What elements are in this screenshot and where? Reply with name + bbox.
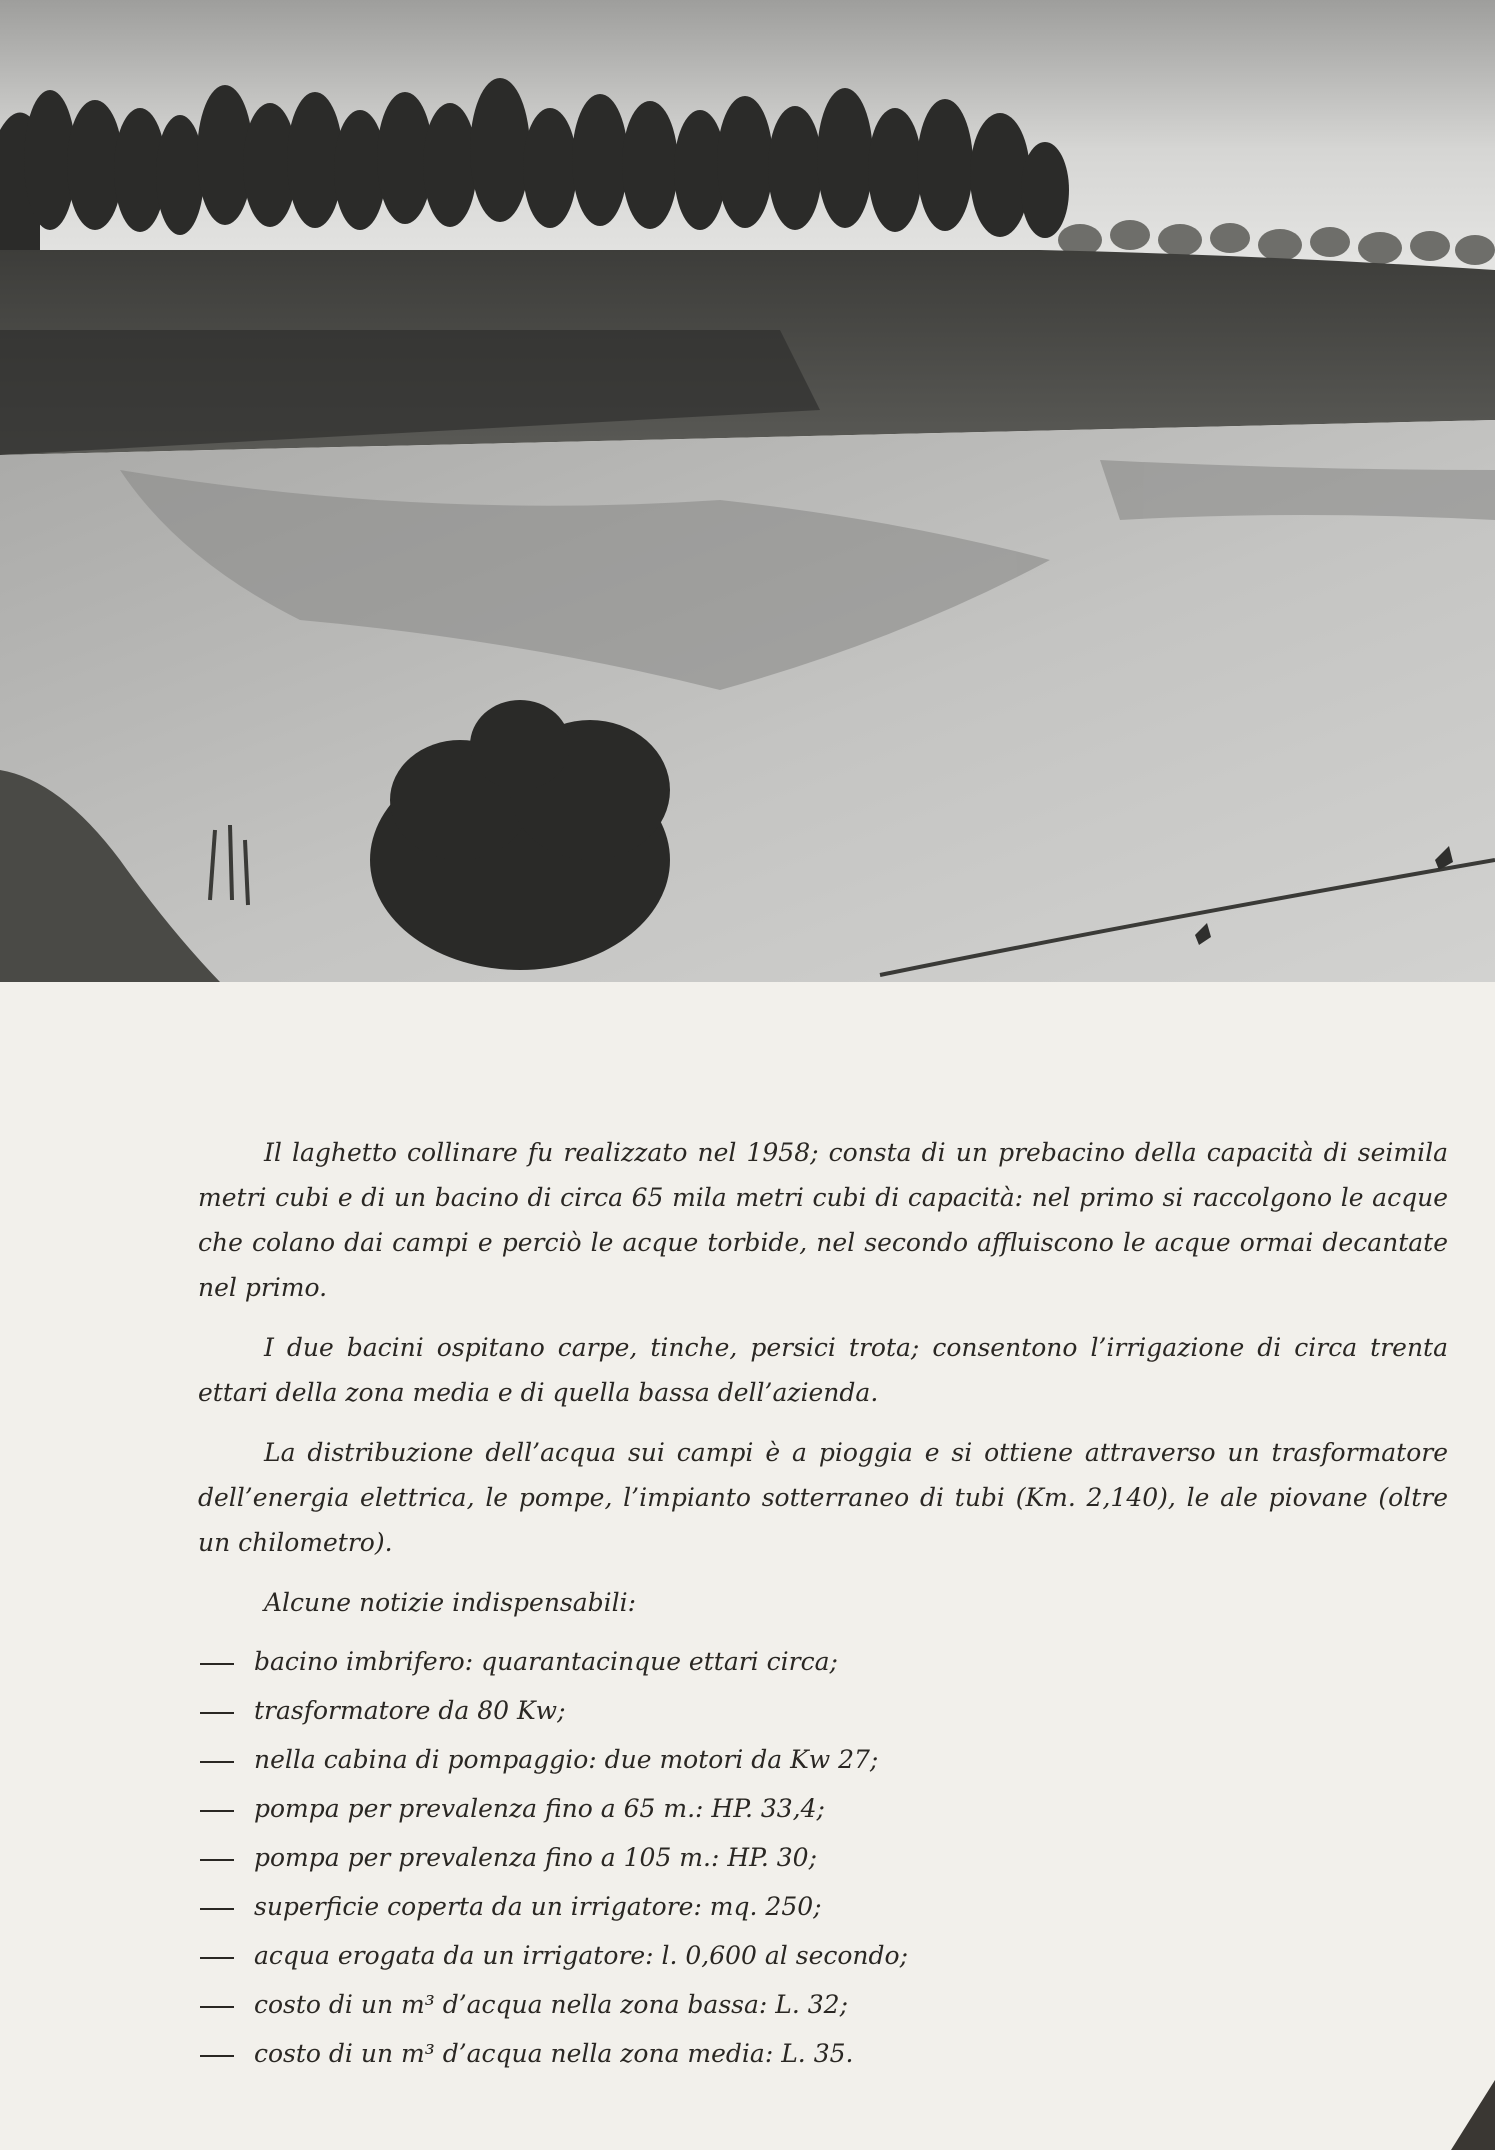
list-item: trasformatore da 80 Kw; [254, 1696, 566, 1725]
notes-list [198, 1637, 1448, 2078]
list-item: acqua erogata da un irrigatore: l. 0,600 al secondo; [254, 1941, 908, 1970]
list-item: superficie coperta da un irrigatore: mq. 250; [254, 1892, 822, 1921]
paragraph: La distribuzione dell’acqua sui campi è a pioggia e si ottiene attraverso un trasformatore dell’energia elettrica, le pompe, l’impianto sotterraneo di tubi (Km. 2,140), le ale piovane (oltre un chilometro). [198, 1438, 1448, 1557]
text-block [198, 1130, 1448, 2078]
list-item: bacino imbrifero: quarantacinque ettari circa; [254, 1647, 838, 1676]
list-intro: Alcune notizie indispensabili: [264, 1588, 637, 1617]
page-corner [1451, 2080, 1495, 2150]
list-item: nella cabina di pompaggio: due motori da Kw 27; [254, 1745, 879, 1774]
paragraph: I due bacini ospitano carpe, tinche, persici trota; consentono l’irrigazione di circa trenta ettari della zona media e di quella bassa dell’azienda. [198, 1333, 1448, 1407]
list-item: costo di un m³ d’acqua nella zona media: L. 35. [254, 2039, 854, 2068]
list-item: pompa per prevalenza fino a 105 m.: HP. 30; [254, 1843, 818, 1872]
list-item: pompa per prevalenza fino a 65 m.: HP. 33,4; [254, 1794, 825, 1823]
paragraph: Il laghetto collinare fu realizzato nel 1958; consta di un prebacino della capacità di seimila metri cubi e di un bacino di circa 65 mila metri cubi di capacità: nel primo si raccolgono le acque che colano dai campi e perciò le acque torbide, nel secondo affluiscono le acque ormai decantate nel primo. [198, 1138, 1448, 1302]
lake-landscape-photo-icon [0, 0, 1495, 982]
list-item: costo di un m³ d’acqua nella zona bassa: L. 32; [254, 1990, 848, 2019]
lake-photo [0, 0, 1495, 982]
